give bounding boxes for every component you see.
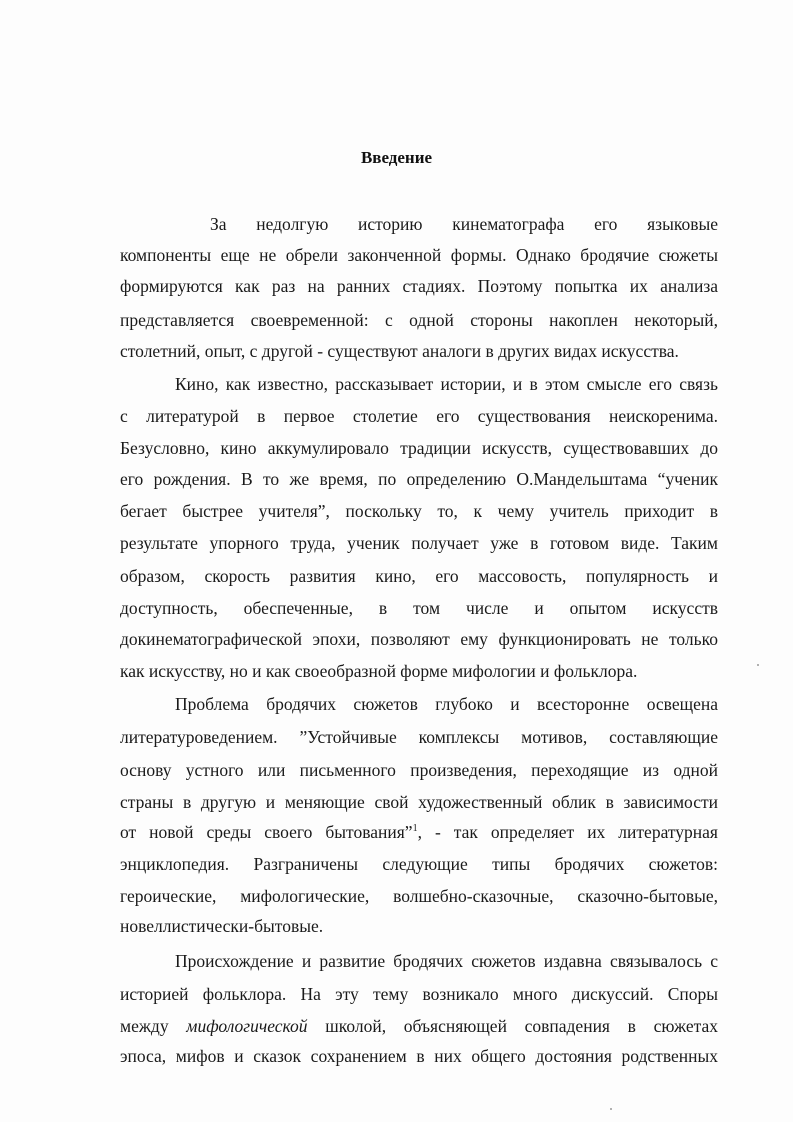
text-line: эпоса, мифов и сказок сохранением в них общего достояния родственных <box>120 1046 718 1066</box>
text-line: Безусловно, кино аккумулировало традиции искусств, существовавших до <box>120 438 718 458</box>
text-fragment: между <box>120 1016 169 1036</box>
text-line: столетний, опыт, с другой - существуют аналоги в других видах искусства. <box>120 341 679 361</box>
text-line: бегает быстрее учителя”, поскольку то, к чему учитель приходит в <box>120 501 718 521</box>
text-line: основу устного или письменного произведения, переходящие из одной <box>120 760 718 780</box>
quote-continuation: , - так определяет их литературная <box>417 822 718 842</box>
text-line: страны в другую и меняющие свой художественный облик в зависимости <box>120 792 718 812</box>
text-line: Проблема бродячих сюжетов глубоко и всесторонне освещена <box>175 694 718 714</box>
text-line: За недолгую историю кинематографа его языковые <box>210 214 718 234</box>
footnote-marker[interactable]: 1 <box>412 823 418 835</box>
text-line: Происхождение и развитие бродячих сюжетов издавна связывалось с <box>175 951 718 971</box>
text-line: героические, мифологические, волшебно-сказочные, сказочно-бытовые, <box>120 886 718 906</box>
text-line: результате упорного труда, ученик получает уже в готовом виде. Таким <box>120 533 718 553</box>
text-line: компоненты еще не обрели законченной формы. Однако бродячие сюжеты <box>120 245 718 265</box>
text-fragment: школой, объясняющей совпадения в сюжетах <box>325 1016 719 1036</box>
emphasized-term: мифологической <box>186 1016 308 1036</box>
text-line: энциклопедия. Разграничены следующие типы бродячих сюжетов: <box>120 854 718 874</box>
text-line <box>120 821 718 843</box>
text-line: историей фольклора. На эту тему возникало много дискуссий. Споры <box>120 984 718 1004</box>
text-line: формируются как раз на ранних стадиях. Поэтому попытка их анализа <box>120 276 718 296</box>
text-line <box>120 1015 718 1037</box>
text-line: с литературой в первое столетие его существования неискоренима. <box>120 406 718 426</box>
text-line: его рождения. В то же время, по определению О.Мандельштама “ученик <box>120 469 718 489</box>
text-line: образом, скорость развития кино, его массовость, популярность и <box>120 566 718 586</box>
text-line: новеллистически-бытовые. <box>120 916 324 936</box>
page-title: Введение <box>360 148 433 167</box>
text-line: литературоведением. ”Устойчивые комплексы мотивов, составляющие <box>120 727 718 747</box>
quote-text: от новой среды своего бытования” <box>120 822 413 842</box>
scan-speck <box>757 664 759 666</box>
text-line: докинематографической эпохи, позволяют ему функционировать не только <box>120 629 718 649</box>
text-line: доступность, обеспеченные, в том числе и опытом искусств <box>120 598 718 618</box>
scan-speck <box>610 1108 612 1110</box>
text-line: Кино, как известно, рассказывает истории, и в этом смысле его связь <box>175 374 718 394</box>
text-line: как искусству, но и как своеобразной форме мифологии и фольклора. <box>120 661 638 681</box>
text-line: представляется своевременной: с одной стороны накоплен некоторый, <box>120 310 718 330</box>
